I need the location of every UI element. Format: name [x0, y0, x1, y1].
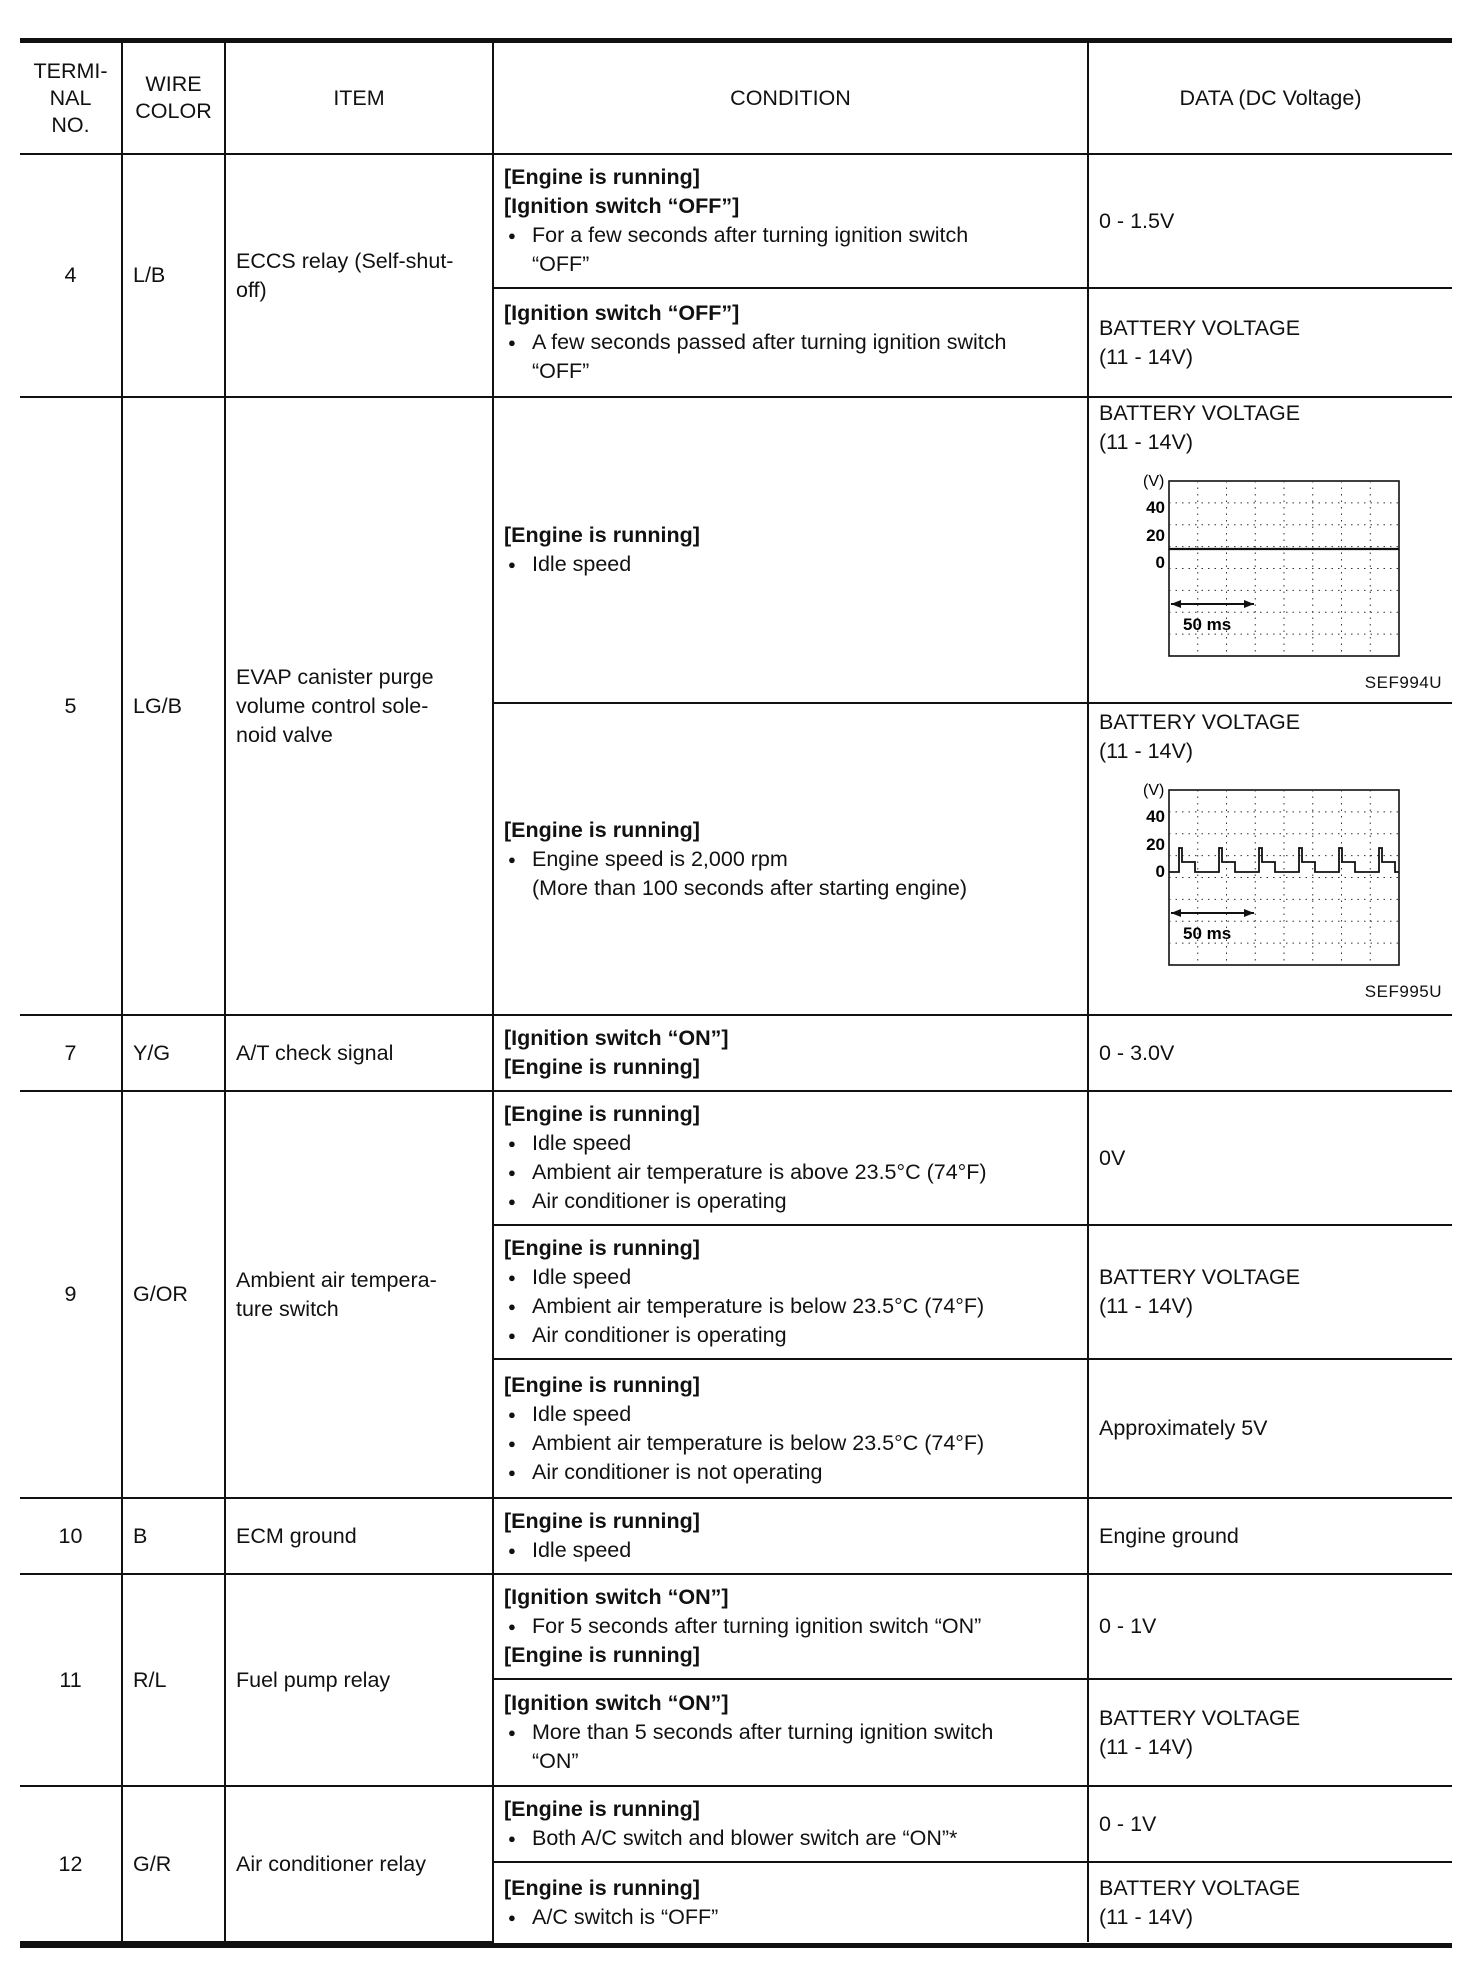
data-value: (11 - 14V) — [1099, 1734, 1193, 1759]
condition-cell — [493, 397, 1088, 703]
arrow-head-left — [1171, 909, 1181, 917]
condition-heading: [Engine is running] — [504, 817, 700, 842]
condition-cell — [493, 1015, 1088, 1091]
data-voltage-cell — [1088, 154, 1452, 288]
table-row — [20, 1574, 1452, 1679]
wire-color-cell: G/OR — [122, 1091, 225, 1498]
condition-cell — [493, 1679, 1088, 1786]
y-tick-label: 40 — [1146, 498, 1165, 517]
condition-cell — [493, 154, 1088, 288]
time-scale-label: 50 ms — [1183, 924, 1232, 943]
wire-color-cell: B — [122, 1498, 225, 1574]
condition-heading: [Ignition switch “ON”] — [504, 1585, 729, 1609]
condition-heading: [Engine is running] — [504, 1102, 700, 1126]
item-cell: ECCS relay (Self-shut- off) — [225, 154, 493, 397]
condition-cell — [493, 1225, 1088, 1359]
condition-heading: [Engine is running] — [504, 1372, 700, 1397]
oscilloscope-waveform — [1099, 461, 1442, 701]
condition-cell — [493, 1862, 1088, 1942]
data-value: (11 - 14V) — [1099, 739, 1193, 763]
data-value: 0 - 1.5V — [1099, 208, 1175, 233]
data-value: BATTERY VOLTAGE — [1099, 1265, 1301, 1289]
data-value: Approximately 5V — [1099, 1416, 1268, 1440]
header-condition: CONDITION — [493, 43, 1088, 154]
time-scale-label: 50 ms — [1183, 615, 1232, 634]
oscilloscope-waveform — [1099, 770, 1442, 1010]
condition-heading: [Ignition switch “OFF”] — [504, 194, 740, 218]
data-value: 0 - 1V — [1099, 1811, 1157, 1836]
item-cell: A/T check signal — [225, 1015, 493, 1091]
condition-bullet: ● Idle speed — [504, 1263, 1077, 1292]
condition-bullet: ● Idle speed — [504, 1400, 1077, 1429]
table-row — [20, 1091, 1452, 1225]
condition-bullet: ● Idle speed — [504, 1536, 1077, 1565]
wire-color-cell: L/B — [122, 154, 225, 397]
condition-cell — [493, 1359, 1088, 1498]
header-wire-color: WIRE COLOR — [122, 43, 225, 154]
condition-bullet: ● Ambient air temperature is below 23.5°C (74°F) — [504, 1292, 1077, 1321]
figure-code: SEF994U — [1364, 673, 1442, 692]
table-body — [20, 154, 1452, 1942]
header-item: ITEM — [225, 43, 493, 154]
table-row — [20, 1015, 1452, 1091]
data-value: BATTERY VOLTAGE — [1099, 1705, 1301, 1730]
y-tick-label: 0 — [1155, 553, 1165, 572]
item-cell: Ambient air tempera- ture switch — [225, 1091, 493, 1498]
condition-cell — [493, 703, 1088, 1015]
waveform-chart — [1099, 461, 1439, 661]
waveform-chart — [1099, 770, 1439, 970]
condition-cell — [493, 288, 1088, 397]
condition-cell — [493, 1498, 1088, 1574]
data-value: BATTERY VOLTAGE — [1099, 401, 1301, 425]
wire-color-cell: R/L — [122, 1574, 225, 1786]
data-voltage-cell — [1088, 1862, 1452, 1942]
condition-cell — [493, 1786, 1088, 1862]
data-value: (11 - 14V) — [1099, 1294, 1193, 1318]
condition-bullet: ● Idle speed — [504, 1129, 1077, 1158]
data-value: Engine ground — [1099, 1523, 1239, 1548]
condition-bullet: ● Idle speed — [504, 550, 1077, 579]
condition-continuation: (More than 100 seconds after starting engine) — [532, 875, 968, 900]
condition-bullet: ● For a few seconds after turning ignition switch — [504, 221, 1077, 250]
data-voltage-cell — [1088, 1679, 1452, 1786]
condition-heading: [Engine is running] — [504, 1643, 700, 1667]
condition-heading: [Ignition switch “OFF”] — [504, 301, 740, 325]
condition-heading: [Engine is running] — [504, 1797, 700, 1821]
ecm-terminals-table — [20, 43, 1452, 1943]
condition-continuation: “OFF” — [532, 359, 590, 383]
condition-bullet: ● Air conditioner is not operating — [504, 1458, 1077, 1487]
data-voltage-cell — [1088, 1359, 1452, 1498]
header-data: DATA (DC Voltage) — [1088, 43, 1452, 154]
item-cell: Fuel pump relay — [225, 1574, 493, 1786]
data-voltage-cell — [1088, 1091, 1452, 1225]
arrow-head-right — [1244, 909, 1254, 917]
table-header-row — [20, 43, 1452, 154]
condition-bullet: ● A/C switch is “OFF” — [504, 1903, 1077, 1932]
condition-heading: [Engine is running] — [504, 165, 700, 189]
data-voltage-cell — [1088, 1015, 1452, 1091]
condition-bullet: ● Engine speed is 2,000 rpm — [504, 845, 1077, 874]
condition-cell — [493, 1574, 1088, 1679]
table-bottom-rule — [20, 1943, 1452, 1948]
y-tick-label: 20 — [1146, 526, 1165, 545]
data-voltage-cell — [1088, 1786, 1452, 1862]
data-voltage-cell — [1088, 1498, 1452, 1574]
condition-heading: [Engine is running] — [504, 1875, 700, 1900]
arrow-head-right — [1244, 600, 1254, 608]
data-voltage-cell — [1088, 288, 1452, 397]
condition-bullet: ● Air conditioner is operating — [504, 1187, 1077, 1216]
y-unit-label: (V) — [1143, 782, 1165, 799]
condition-bullet: ● Ambient air temperature is above 23.5°C (74°F) — [504, 1158, 1077, 1187]
data-voltage-cell — [1088, 397, 1452, 703]
ecm-terminal-reference-sheet — [20, 38, 1452, 1948]
data-value: 0 - 3.0V — [1099, 1040, 1175, 1065]
condition-bullet: ● A few seconds passed after turning ignition switch — [504, 328, 1077, 357]
terminal-number-cell: 7 — [20, 1015, 122, 1091]
data-voltage-cell — [1088, 703, 1452, 1015]
data-voltage-cell — [1088, 1574, 1452, 1679]
item-cell: Air conditioner relay — [225, 1786, 493, 1942]
data-value: (11 - 14V) — [1099, 344, 1193, 369]
table-row — [20, 1498, 1452, 1574]
condition-heading: [Ignition switch “ON”] — [504, 1691, 729, 1715]
terminal-number-cell: 9 — [20, 1091, 122, 1498]
data-value: BATTERY VOLTAGE — [1099, 1875, 1301, 1900]
data-value: BATTERY VOLTAGE — [1099, 710, 1301, 734]
condition-bullet: ● Both A/C switch and blower switch are “ON”* — [504, 1824, 1077, 1853]
item-cell: EVAP canister purge volume control sole- noid valve — [225, 397, 493, 1015]
condition-cell — [493, 1091, 1088, 1225]
wire-color-cell: G/R — [122, 1786, 225, 1942]
condition-continuation: “OFF” — [532, 252, 590, 276]
wire-color-cell: LG/B — [122, 397, 225, 1015]
terminal-number-cell: 11 — [20, 1574, 122, 1786]
table-row — [20, 397, 1452, 703]
y-tick-label: 20 — [1146, 835, 1165, 854]
item-cell: ECM ground — [225, 1498, 493, 1574]
condition-heading: [Engine is running] — [504, 1509, 700, 1533]
y-tick-label: 0 — [1155, 862, 1165, 881]
figure-code: SEF995U — [1364, 982, 1442, 1001]
condition-bullet: ● Air conditioner is operating — [504, 1321, 1077, 1350]
data-value: (11 - 14V) — [1099, 1904, 1193, 1929]
table-row — [20, 1786, 1452, 1862]
data-value: 0V — [1099, 1145, 1126, 1170]
data-value: BATTERY VOLTAGE — [1099, 315, 1301, 340]
condition-bullet: ● For 5 seconds after turning ignition switch “ON” — [504, 1612, 1077, 1641]
terminal-number-cell: 4 — [20, 154, 122, 397]
data-value: 0 - 1V — [1099, 1614, 1157, 1638]
arrow-head-left — [1171, 600, 1181, 608]
data-voltage-cell — [1088, 1225, 1452, 1359]
wire-color-cell: Y/G — [122, 1015, 225, 1091]
y-unit-label: (V) — [1143, 473, 1165, 490]
header-terminal-no: TERMI- NAL NO. — [20, 43, 122, 154]
condition-heading: [Engine is running] — [504, 1236, 700, 1260]
condition-heading: [Engine is running] — [504, 1055, 700, 1079]
condition-bullet: ● More than 5 seconds after turning ignition switch — [504, 1718, 1077, 1747]
terminal-number-cell: 10 — [20, 1498, 122, 1574]
terminal-number-cell: 5 — [20, 397, 122, 1015]
condition-continuation: “ON” — [532, 1749, 579, 1773]
condition-heading: [Engine is running] — [504, 523, 700, 547]
terminal-number-cell: 12 — [20, 1786, 122, 1942]
table-row — [20, 154, 1452, 288]
condition-bullet: ● Ambient air temperature is below 23.5°C (74°F) — [504, 1429, 1077, 1458]
y-tick-label: 40 — [1146, 807, 1165, 826]
condition-heading: [Ignition switch “ON”] — [504, 1026, 729, 1050]
data-value: (11 - 14V) — [1099, 430, 1193, 454]
